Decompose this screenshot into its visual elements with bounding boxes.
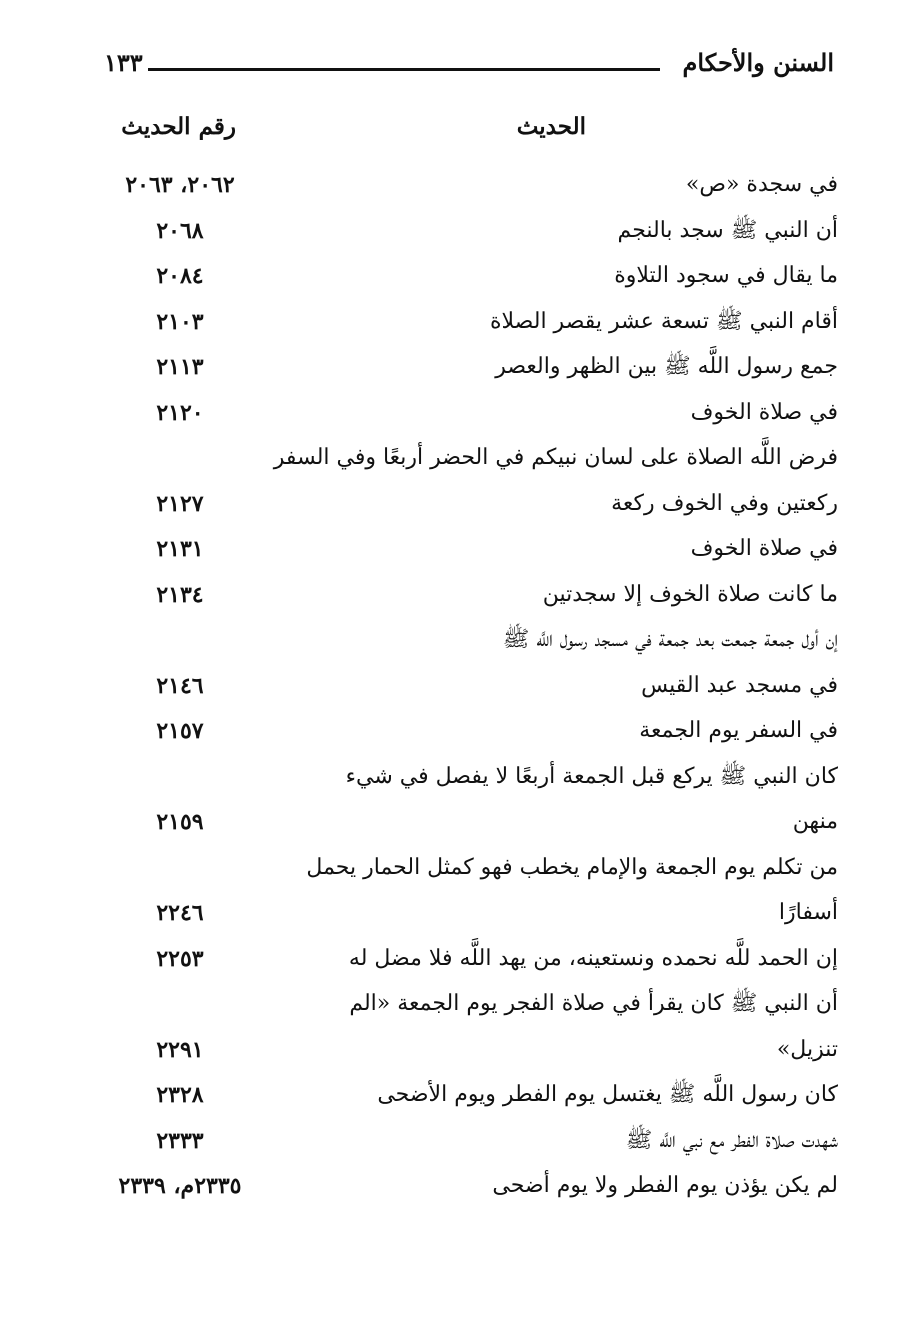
index-row (100, 211, 838, 251)
hadith-number: ٢٢٩١ (156, 1036, 204, 1063)
index-row (100, 347, 838, 387)
hadith-number: ٢٣٣٣ (156, 1127, 204, 1154)
hadith-number: ٢١٢٧ (156, 490, 204, 517)
hadith-number: ٢١٤٦ (156, 672, 204, 699)
hadith-title: منهن (792, 809, 838, 834)
index-row (100, 1166, 838, 1206)
hadith-title: أن النبي ﷺ كان يقرأ في صلاة الفجر يوم الجمعة «الم (349, 991, 838, 1016)
page-number: ١٣٣ (104, 48, 143, 77)
index-row (100, 484, 838, 524)
hadith-title: أقام النبي ﷺ تسعة عشر يقصر الصلاة (490, 308, 838, 334)
hadith-number: ٢٣٢٨ (156, 1082, 204, 1108)
hadith-number: ٢١٠٣ (156, 308, 204, 335)
hadith-title: إن الحمد للَّه نحمده ونستعينه، من يهد اللَّه فلا مضل له (348, 945, 838, 971)
index-row (100, 529, 838, 569)
hadith-number: ٢١٥٩ (156, 809, 204, 835)
hadith-title: من تكلم يوم الجمعة والإمام يخطب فهو كمثل الحمار يحمل (306, 854, 838, 880)
hadith-title: ركعتين وفي الخوف ركعة (611, 490, 838, 516)
index-row (100, 302, 838, 342)
index-row (100, 1030, 838, 1070)
hadith-title: كان رسول اللَّه ﷺ يغتسل يوم الفطر ويوم الأضحى (377, 1082, 838, 1107)
hadith-number: ٢٣٣٥م، ٢٣٣٩ (118, 1173, 242, 1199)
index-row (100, 575, 838, 615)
hadith-number: ٢١٢٠ (156, 399, 204, 426)
column-heading-hadith: الحديث (516, 113, 586, 140)
header-rule (148, 68, 660, 71)
hadith-title: لم يكن يؤذن يوم الفطر ولا يوم أضحى (492, 1173, 838, 1198)
hadith-number: ٢٢٤٦ (156, 900, 204, 926)
hadith-number: ٢٠٦٨ (156, 217, 204, 244)
hadith-title: في سجدة «ص» (685, 172, 838, 197)
hadith-title: إن أول جمعة جمعت بعد جمعة في مسجد رسول اللَّه ﷺ (502, 627, 838, 652)
hadith-title: أسفارًا (778, 900, 838, 925)
index-row (100, 711, 838, 751)
index-row (100, 757, 838, 797)
hadith-number: ٢٠٨٤ (156, 263, 204, 289)
index-row (100, 438, 838, 478)
hadith-title: تنزيل» (776, 1036, 838, 1062)
hadith-title: ما يقال في سجود التلاوة (614, 263, 838, 288)
hadith-title: في مسجد عبد القيس (641, 672, 838, 698)
hadith-number: ٢١٥٧ (156, 718, 204, 744)
hadith-number: ٢١٣٤ (156, 581, 204, 608)
hadith-number: ٢٠٦٢، ٢٠٦٣ (125, 172, 235, 198)
index-row (100, 848, 838, 888)
hadith-title: فرض اللَّه الصلاة على لسان نبيكم في الحضر أربعًا وفي السفر (273, 445, 838, 470)
hadith-number: ٢١١٣ (156, 354, 204, 380)
index-row (100, 1121, 838, 1161)
hadith-title: ما كانت صلاة الخوف إلا سجدتين (542, 581, 838, 607)
hadith-title: في السفر يوم الجمعة (639, 718, 838, 743)
column-heading-hadith-number: رقم الحديث (121, 113, 236, 140)
hadith-title: في صلاة الخوف (690, 399, 838, 425)
hadith-title: أن النبي ﷺ سجد بالنجم (617, 217, 838, 243)
hadith-number: ٢٢٥٣ (156, 945, 204, 972)
hadith-title: في صلاة الخوف (690, 536, 838, 561)
index-row (100, 893, 838, 933)
index-row (100, 393, 838, 433)
hadith-title: كان النبي ﷺ يركع قبل الجمعة أربعًا لا يفصل في شيء (345, 763, 838, 789)
index-row (100, 620, 838, 660)
index-row (100, 165, 838, 205)
index-row (100, 939, 838, 979)
index-row (100, 666, 838, 706)
index-row (100, 802, 838, 842)
hadith-number: ٢١٣١ (156, 536, 204, 562)
running-title: السنن والأحكام (682, 48, 834, 77)
index-row (100, 256, 838, 296)
hadith-title: شهدت صلاة الفطر مع نبي اللَّه ﷺ (625, 1127, 838, 1153)
hadith-title: جمع رسول اللَّه ﷺ بين الظهر والعصر (495, 354, 838, 379)
index-row (100, 1075, 838, 1115)
index-row (100, 984, 838, 1024)
